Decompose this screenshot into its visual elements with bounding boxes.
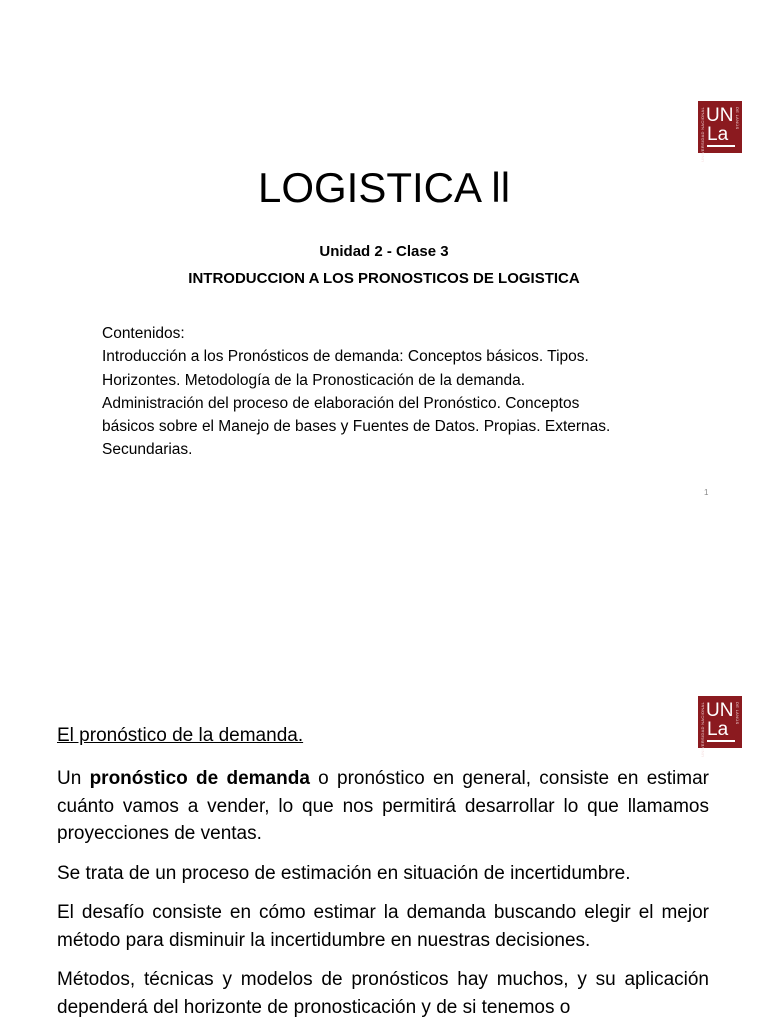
unla-logo <box>698 696 742 757</box>
contents-block <box>102 322 702 462</box>
logo-text-la: La <box>707 124 729 145</box>
contents-line: básicos sobre el Manejo de bases y Fuentes de Datos. Propias. Externas. <box>102 418 611 436</box>
logo-text-un: UN <box>706 105 734 126</box>
logo-underline <box>707 145 735 147</box>
logo-side-text-right: DE LANÚS <box>735 702 740 725</box>
paragraph-text: Un <box>57 768 90 789</box>
paragraph: Métodos, técnicas y modelos de pronósticos hay muchos, y su aplicación dependerá del horizonte de pronosticación y de si tenemos o <box>57 969 709 1018</box>
slide-2 <box>0 680 768 1024</box>
logo-text-un: UN <box>706 700 734 721</box>
contents-line: Introducción a los Pronósticos de demanda: Conceptos básicos. Tipos. <box>102 348 589 366</box>
contents-line: Contenidos: <box>102 325 185 342</box>
bold-term: pronóstico de demanda <box>89 768 310 789</box>
paragraph <box>57 765 709 848</box>
logo-side-text-right: DE LANÚS <box>735 107 740 130</box>
logo-side-text-left: UNIVERSIDAD NACIONAL <box>700 702 705 757</box>
unla-logo <box>698 101 742 162</box>
slide-title: LOGISTICA ll <box>257 164 511 211</box>
topic-label: INTRODUCCION A LOS PRONOSTICOS DE LOGISTICA <box>188 270 580 287</box>
body-text <box>57 765 709 1021</box>
contents-line: Horizontes. Metodología de la Pronosticación de la demanda. <box>102 371 526 389</box>
contents-line: Administración del proceso de elaboración del Pronóstico. Conceptos <box>102 394 580 412</box>
logo-text-la: La <box>707 719 729 740</box>
page-number: 1 <box>704 488 709 497</box>
paragraph-text: o pronóstico en general, consiste en estimar cuánto vamos a vender, lo que nos permitirá desarrollar lo que llamamos proyecciones de ventas. <box>57 768 709 844</box>
unit-label: Unidad 2 - Clase 3 <box>319 243 449 260</box>
logo-underline <box>707 740 735 742</box>
logo-side-text-left: UNIVERSIDAD NACIONAL <box>700 107 705 162</box>
paragraph: El desafío consiste en cómo estimar la demanda buscando elegir el mejor método para disminuir la incertidumbre en nuestras decisiones. <box>57 902 709 951</box>
contents-line: Secundarias. <box>102 441 193 459</box>
section-heading: El pronóstico de la demanda. <box>57 725 304 746</box>
paragraph: Se trata de un proceso de estimación en situación de incertidumbre. <box>57 862 631 884</box>
